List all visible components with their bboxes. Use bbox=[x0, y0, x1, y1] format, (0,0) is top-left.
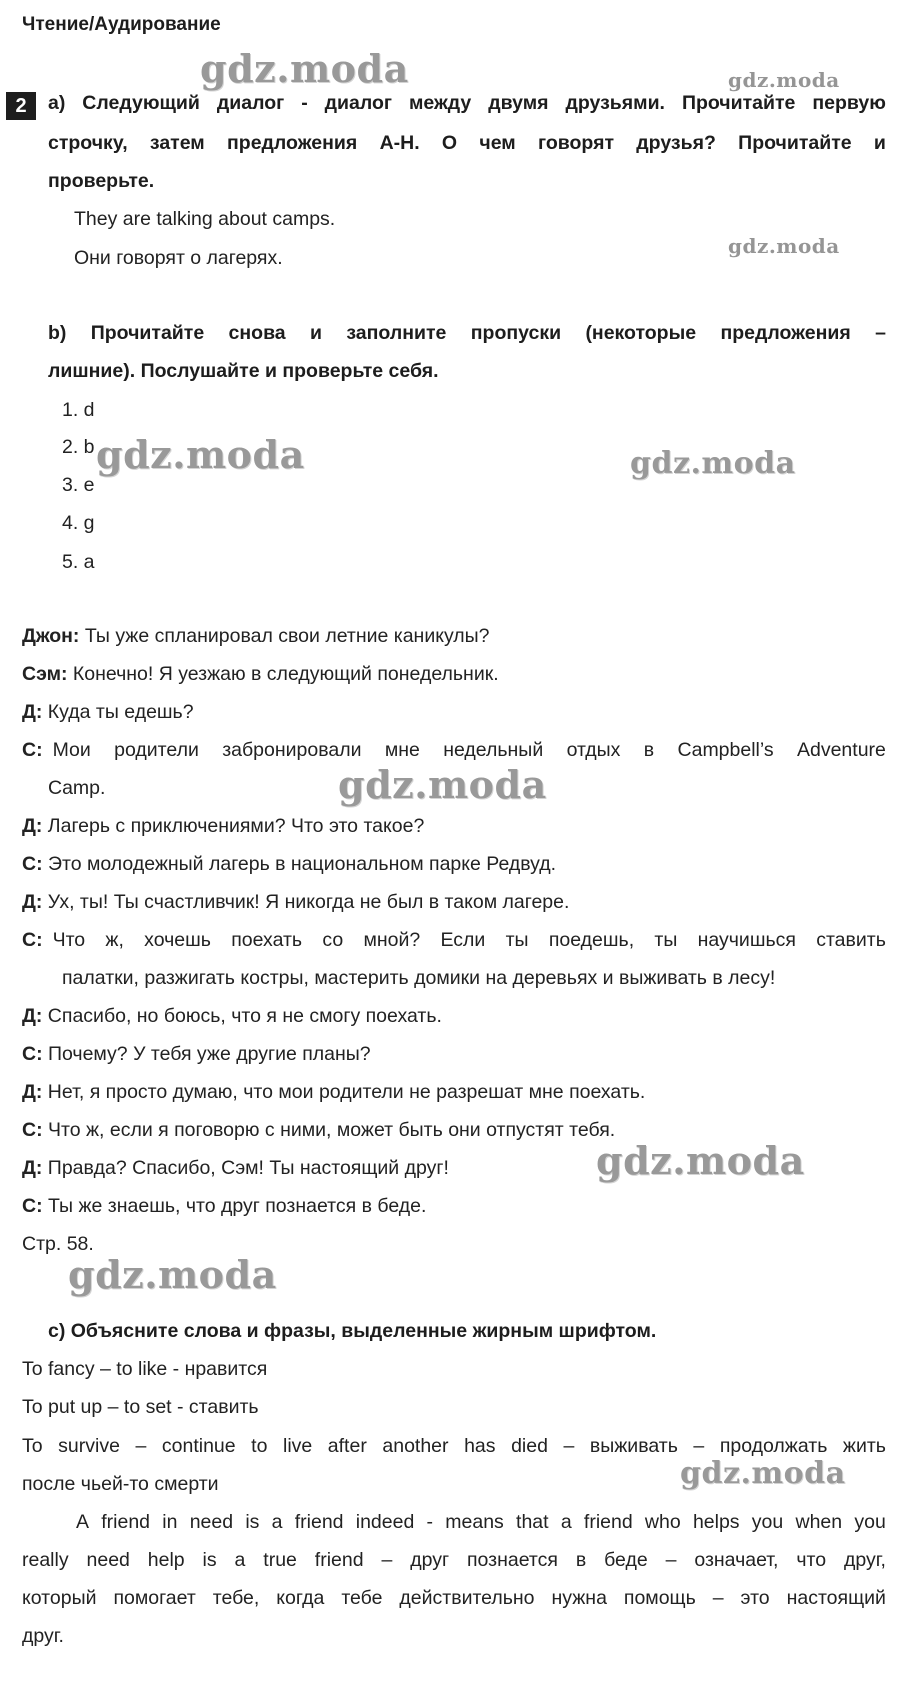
word: О bbox=[441, 132, 458, 154]
dialogue-text: Ты же знаешь, что друг познается в беде. bbox=[42, 1195, 427, 1217]
speaker-label: Джон: bbox=[22, 625, 80, 647]
word: died bbox=[511, 1435, 548, 1457]
word: after bbox=[327, 1435, 367, 1457]
word: friend bbox=[583, 1511, 633, 1533]
dialogue-line bbox=[22, 891, 569, 914]
word: Прочитайте bbox=[738, 132, 852, 154]
word: забронировали bbox=[222, 739, 362, 761]
watermark: gdz.moda bbox=[68, 1252, 277, 1297]
word: friend bbox=[294, 1511, 344, 1533]
word: выживать bbox=[589, 1435, 678, 1457]
word: Мои bbox=[52, 739, 91, 761]
word: двумя bbox=[488, 92, 549, 114]
word: you bbox=[751, 1511, 784, 1533]
part-a-line-2 bbox=[48, 132, 886, 155]
word: b) bbox=[48, 322, 67, 344]
word: который bbox=[22, 1587, 97, 1609]
word: когда bbox=[276, 1587, 325, 1609]
word: тебе, bbox=[212, 1587, 260, 1609]
speaker-label: Д: bbox=[22, 1081, 43, 1103]
word: диалог bbox=[216, 92, 285, 114]
dialogue-line bbox=[22, 815, 424, 838]
word: – bbox=[381, 1549, 393, 1571]
part-c-para-line-3 bbox=[22, 1587, 886, 1610]
dialogue-line bbox=[22, 625, 490, 648]
word: is bbox=[245, 1511, 260, 1533]
word: познается bbox=[466, 1549, 558, 1571]
watermark: gdz.moda bbox=[728, 68, 840, 92]
word: друзья? bbox=[636, 132, 716, 154]
watermark: gdz.moda bbox=[96, 432, 305, 477]
dialogue-text bbox=[53, 739, 886, 762]
word: отдых bbox=[566, 739, 621, 761]
word: means bbox=[445, 1511, 504, 1533]
dialogue-text: Нет, я просто думаю, что мои родители не разрешат мне поехать. bbox=[42, 1081, 646, 1103]
dialogue-line bbox=[22, 929, 886, 952]
word: друг bbox=[410, 1549, 450, 1571]
word: строчку, bbox=[48, 132, 128, 154]
word: мной? bbox=[363, 929, 421, 951]
part-c-line-2: To put up – to set - ставить bbox=[22, 1396, 259, 1418]
part-c-line-1: To fancy – to like - нравится bbox=[22, 1358, 268, 1380]
watermark: gdz.moda bbox=[200, 46, 409, 91]
word: помогает bbox=[113, 1587, 196, 1609]
word: live bbox=[282, 1435, 313, 1457]
dialogue-line bbox=[22, 1005, 442, 1028]
word: первую bbox=[812, 92, 886, 114]
dialogue-text: Куда ты едешь? bbox=[42, 701, 194, 723]
part-c-para-line-2 bbox=[22, 1549, 886, 1572]
dialogue-text: Ты уже спланировал свои летние каникулы? bbox=[79, 625, 490, 647]
word: беде bbox=[604, 1549, 648, 1571]
word: Прочитайте bbox=[681, 92, 796, 114]
part-c-line-3 bbox=[22, 1435, 886, 1458]
watermark: gdz.moda bbox=[596, 1138, 805, 1183]
word: survive bbox=[58, 1435, 120, 1457]
word: мне bbox=[384, 739, 420, 761]
word: a bbox=[560, 1511, 572, 1533]
word: need bbox=[189, 1511, 234, 1533]
word: это bbox=[740, 1587, 770, 1609]
part-c-line-4: после чьей-то смерти bbox=[22, 1473, 219, 1495]
speaker-label: Д: bbox=[22, 891, 43, 913]
speaker-label: С: bbox=[22, 739, 43, 761]
part-b-line-1 bbox=[48, 322, 886, 345]
word: To bbox=[22, 1435, 43, 1457]
part-b-answer: 4. g bbox=[62, 512, 95, 534]
word: поехать bbox=[231, 929, 303, 951]
part-a-answer-ru: Они говорят о лагерях. bbox=[74, 247, 283, 269]
part-b-answer: 5. a bbox=[62, 551, 95, 573]
word: you bbox=[854, 1511, 886, 1533]
word: заполните bbox=[346, 322, 447, 344]
part-b-answer: 2. b bbox=[62, 436, 95, 458]
watermark: gdz.moda bbox=[338, 762, 547, 807]
word: говорят bbox=[538, 132, 615, 154]
word: need bbox=[86, 1549, 130, 1571]
exercise-number-badge: 2 bbox=[6, 92, 36, 120]
part-b-answer: 1. d bbox=[62, 399, 95, 421]
word: Campbell’s bbox=[677, 739, 774, 761]
part-b-line-2: лишние). Послушайте и проверьте себя. bbox=[48, 360, 439, 382]
word: help bbox=[147, 1549, 185, 1571]
watermark: gdz.moda bbox=[728, 234, 840, 258]
word: to bbox=[251, 1435, 268, 1457]
word: true bbox=[263, 1549, 297, 1571]
word: (некоторые bbox=[585, 322, 697, 344]
speaker-label: С: bbox=[22, 1119, 43, 1141]
word: и bbox=[873, 132, 886, 154]
word: Следующий bbox=[82, 92, 200, 114]
word: Adventure bbox=[796, 739, 886, 761]
word: indeed bbox=[355, 1511, 415, 1533]
word: a) bbox=[48, 92, 66, 114]
word: is bbox=[202, 1549, 217, 1571]
word: чем bbox=[479, 132, 516, 154]
part-c-para-line-4: друг. bbox=[22, 1625, 64, 1647]
word: предложения bbox=[720, 322, 851, 344]
word: friend bbox=[101, 1511, 151, 1533]
word: Если bbox=[440, 929, 486, 951]
dialogue-line bbox=[22, 1157, 449, 1180]
dialogue-text: Это молодежный лагерь в национальном парке Редвуд. bbox=[42, 853, 557, 875]
word: - bbox=[426, 1511, 434, 1533]
speaker-label: Д: bbox=[22, 815, 43, 837]
dialogue-line bbox=[22, 701, 194, 724]
word: жить bbox=[842, 1435, 886, 1457]
word: – bbox=[135, 1435, 147, 1457]
word: друзьями. bbox=[565, 92, 665, 114]
watermark: gdz.moda bbox=[630, 446, 796, 481]
word: – bbox=[665, 1549, 677, 1571]
word: friend bbox=[314, 1549, 364, 1571]
dialogue-line bbox=[22, 853, 556, 876]
part-b-answer: 3. e bbox=[62, 474, 95, 496]
word: друг, bbox=[843, 1549, 886, 1571]
word: затем bbox=[149, 132, 205, 154]
section-title: Чтение/Аудирование bbox=[22, 14, 221, 35]
word: really bbox=[22, 1549, 69, 1571]
dialogue-continuation: палатки, разжигать костры, мастерить домики на деревьях и выживать в лесу! bbox=[62, 967, 776, 989]
word: действительно bbox=[399, 1587, 535, 1609]
word: родители bbox=[114, 739, 199, 761]
word: – bbox=[712, 1587, 724, 1609]
speaker-label: Сэм: bbox=[22, 663, 68, 685]
word: предложения bbox=[227, 132, 358, 154]
word: пропуски bbox=[470, 322, 562, 344]
word: помощь bbox=[623, 1587, 696, 1609]
part-c-heading: c) Объясните слова и фразы, выделенные жирным шрифтом. bbox=[48, 1320, 657, 1342]
word: недельный bbox=[443, 739, 544, 761]
page-reference: Стр. 58. bbox=[22, 1233, 94, 1255]
word: a bbox=[234, 1549, 246, 1571]
watermark: gdz.moda bbox=[680, 1456, 846, 1491]
word: another bbox=[382, 1435, 449, 1457]
dialogue-text: Почему? У тебя уже другие планы? bbox=[42, 1043, 371, 1065]
part-a-line-1 bbox=[48, 92, 886, 115]
speaker-label: С: bbox=[22, 1043, 43, 1065]
word: и bbox=[310, 322, 323, 344]
word: в bbox=[575, 1549, 587, 1571]
word: ты bbox=[505, 929, 529, 951]
dialogue-line bbox=[22, 1081, 645, 1104]
dialogue-line bbox=[22, 1195, 426, 1218]
word: настоящий bbox=[786, 1587, 886, 1609]
word: научишься bbox=[697, 929, 796, 951]
dialogue-text: Что ж, если я поговорю с ними, может быть они отпустят тебя. bbox=[42, 1119, 616, 1141]
word: continue bbox=[161, 1435, 236, 1457]
word: снова bbox=[228, 322, 286, 344]
word: А-Н. bbox=[379, 132, 420, 154]
dialogue-continuation: Camp. bbox=[48, 777, 106, 799]
word: в bbox=[643, 739, 655, 761]
word: Что bbox=[52, 929, 86, 951]
word: A bbox=[76, 1511, 90, 1533]
part-c-para-line-1 bbox=[76, 1511, 886, 1534]
word: Прочитайте bbox=[90, 322, 205, 344]
speaker-label: Д: bbox=[22, 1157, 43, 1179]
word: нужна bbox=[551, 1587, 607, 1609]
word: хочешь bbox=[144, 929, 211, 951]
word: диалог bbox=[324, 92, 393, 114]
word: – bbox=[693, 1435, 705, 1457]
word: со bbox=[322, 929, 344, 951]
word: who bbox=[644, 1511, 681, 1533]
speaker-label: С: bbox=[22, 1195, 43, 1217]
word: when bbox=[795, 1511, 843, 1533]
speaker-label: Д: bbox=[22, 701, 43, 723]
dialogue-text: Ух, ты! Ты счастливчик! Я никогда не был в таком лагере. bbox=[42, 891, 570, 913]
word: поедешь, bbox=[548, 929, 635, 951]
word: in bbox=[162, 1511, 178, 1533]
word: между bbox=[408, 92, 472, 114]
word: - bbox=[301, 92, 308, 114]
word: a bbox=[271, 1511, 283, 1533]
dialogue-text: Лагерь с приключениями? Что это такое? bbox=[42, 815, 425, 837]
word: has bbox=[464, 1435, 496, 1457]
word: что bbox=[796, 1549, 827, 1571]
speaker-label: Д: bbox=[22, 1005, 43, 1027]
dialogue-text: Спасибо, но боюсь, что я не смогу поехать. bbox=[42, 1005, 442, 1027]
speaker-label: С: bbox=[22, 929, 43, 951]
part-a-answer-en: They are talking about camps. bbox=[74, 208, 336, 230]
word: ставить bbox=[816, 929, 886, 951]
word: that bbox=[516, 1511, 549, 1533]
dialogue-line bbox=[22, 663, 499, 686]
word: продолжать bbox=[719, 1435, 828, 1457]
word: helps bbox=[692, 1511, 740, 1533]
word: ж, bbox=[105, 929, 124, 951]
part-a-line-3: проверьте. bbox=[48, 170, 155, 192]
dialogue-text: Правда? Спасибо, Сэм! Ты настоящий друг! bbox=[42, 1157, 449, 1179]
word: означает, bbox=[694, 1549, 779, 1571]
dialogue-text bbox=[53, 929, 886, 952]
word: тебе bbox=[341, 1587, 383, 1609]
dialogue-line bbox=[22, 1043, 371, 1066]
word: ты bbox=[654, 929, 678, 951]
dialogue-line bbox=[22, 739, 886, 762]
dialogue-text: Конечно! Я уезжаю в следующий понедельник. bbox=[67, 663, 499, 685]
word: – bbox=[875, 322, 886, 344]
speaker-label: С: bbox=[22, 853, 43, 875]
dialogue-line bbox=[22, 1119, 615, 1142]
word: – bbox=[563, 1435, 575, 1457]
